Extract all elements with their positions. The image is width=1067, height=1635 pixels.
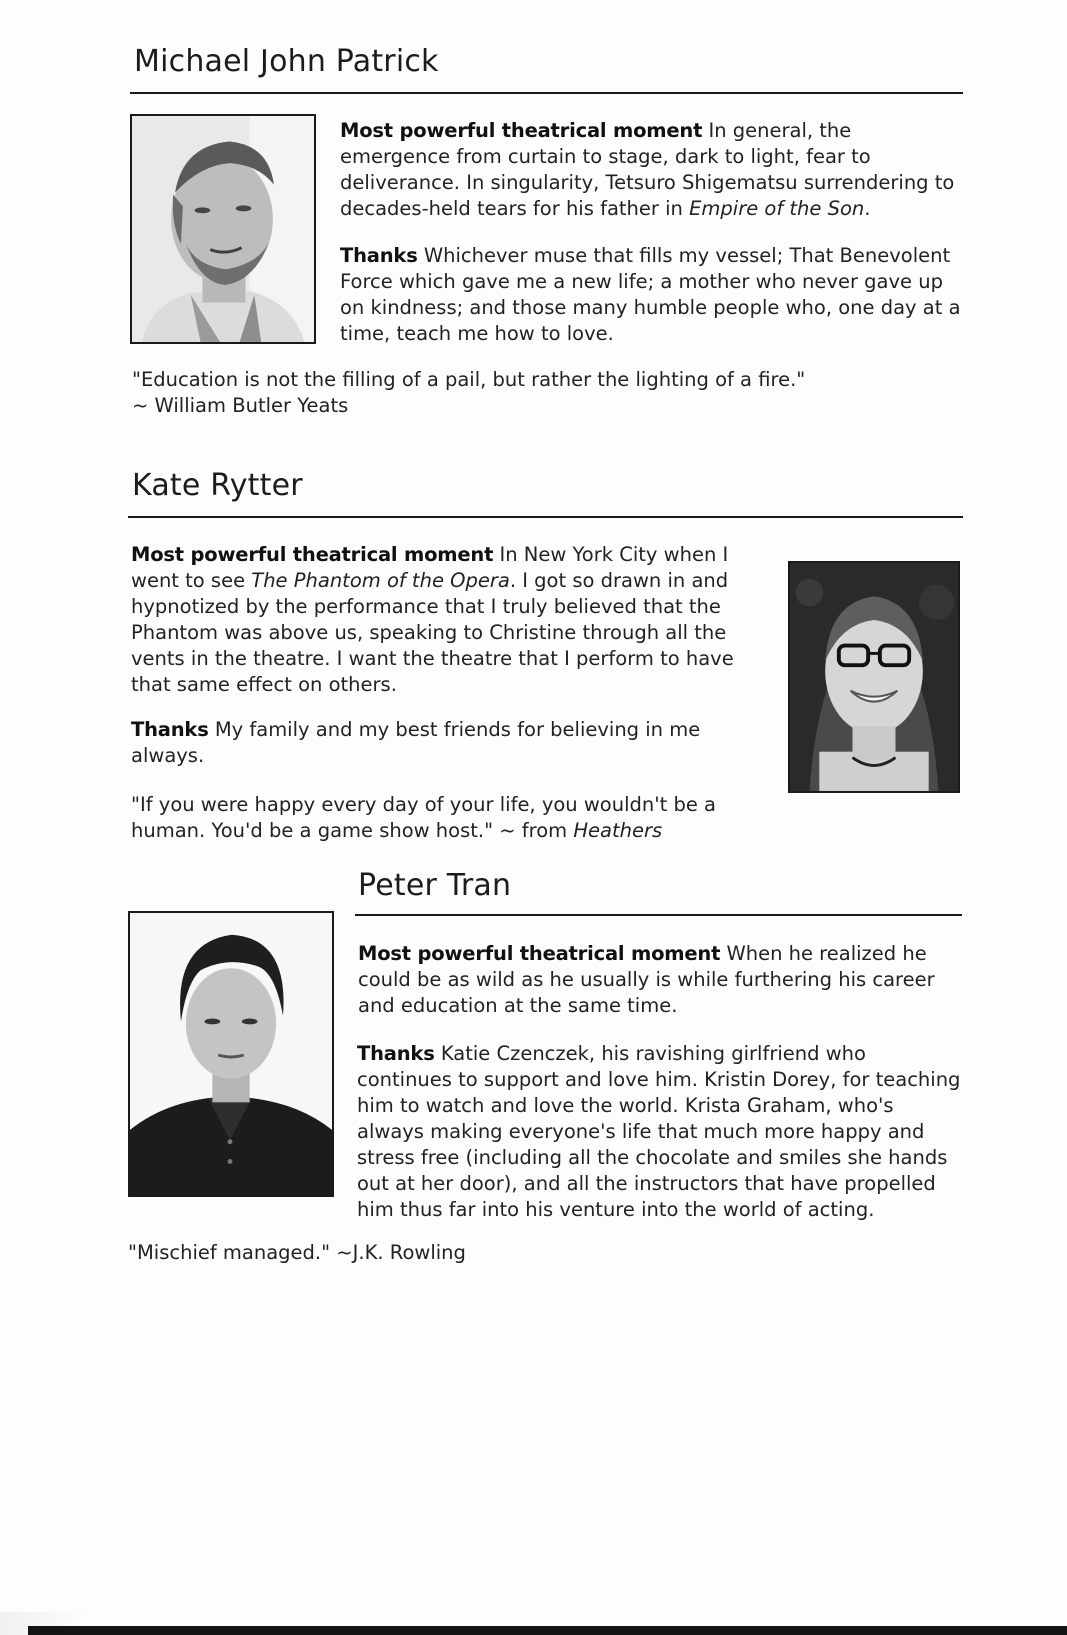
headshot-photo-kate (788, 561, 960, 793)
quote-text: "Education is not the filling of a pail, but rather the lighting of a fire." (132, 368, 806, 391)
powerful-moment-kate (131, 542, 759, 698)
thanks-peter (357, 1041, 962, 1223)
quote-michael (132, 367, 932, 419)
quote-attribution: ~ William Butler Yeats (132, 394, 349, 417)
powerful-moment-label: Most powerful theatrical moment (358, 942, 721, 965)
powerful-moment-label: Most powerful theatrical moment (131, 543, 494, 566)
headshot-photo-michael (130, 114, 316, 344)
powerful-moment-text-cont: . I got so drawn in and hypnotized by the performance that I truly believed that the Phantom was above us, speaking to Christine through all the vents in the theatre. I want the theatre that I perform to have that same effect on others. (131, 569, 734, 696)
thanks-text: Whichever muse that fills my vessel; That Benevolent Force which gave me a new life; a mother who never gave up on kindness; and those many humble people who, one day at a time, teach me how to love. (340, 244, 961, 345)
quote-text: "If you were happy every day of your life, you wouldn't be a human. You'd be a game show host." ~ from (131, 793, 716, 842)
page-bottom-edge (28, 1626, 1067, 1635)
quote-text: "Mischief managed." ~J.K. Rowling (128, 1241, 466, 1264)
headshot-photo-peter (128, 911, 334, 1197)
name-divider (128, 516, 963, 518)
quote-kate (131, 792, 751, 844)
thanks-label: Thanks (131, 718, 209, 741)
sentence-end: . (864, 197, 871, 220)
thanks-label: Thanks (357, 1042, 435, 1065)
name-divider (130, 92, 963, 94)
bio-name-peter: Peter Tran (358, 868, 512, 903)
bio-name-michael: Michael John Patrick (134, 44, 439, 79)
thanks-michael (340, 243, 964, 347)
powerful-moment-text: When he realized he could be as wild as he usually is while furthering his career and education at the same time. (358, 942, 935, 1017)
powerful-moment-peter (358, 941, 948, 1019)
play-title: Empire of the Son (689, 197, 865, 220)
thanks-text: My family and my best friends for believing in me always. (131, 718, 701, 767)
powerful-moment-label: Most powerful theatrical moment (340, 119, 703, 142)
quote-peter (128, 1240, 628, 1266)
thanks-text: Katie Czenczek, his ravishing girlfriend who continues to support and love him. Kristin Dorey, for teaching him to watch and love the world. Krista Graham, who's always making everyone's life that much more happy and stress free (including all the chocolate and smiles she hands out at her door), and all the instructors that have propelled him thus far into his venture into the world of acting. (357, 1042, 961, 1221)
play-title: The Phantom of the Opera (251, 569, 510, 592)
thanks-kate (131, 717, 731, 769)
name-divider (355, 914, 962, 916)
powerful-moment-michael (340, 118, 964, 222)
quote-source-title: Heathers (573, 819, 663, 842)
bio-name-kate: Kate Rytter (132, 468, 303, 503)
powerful-moment-text: In New York City when I went to see (131, 543, 729, 592)
thanks-label: Thanks (340, 244, 418, 267)
powerful-moment-text: In general, the emergence from curtain to stage, dark to light, fear to deliverance. In singularity, Tetsuro Shigematsu surrendering to decades-held tears for his father in (340, 119, 955, 220)
